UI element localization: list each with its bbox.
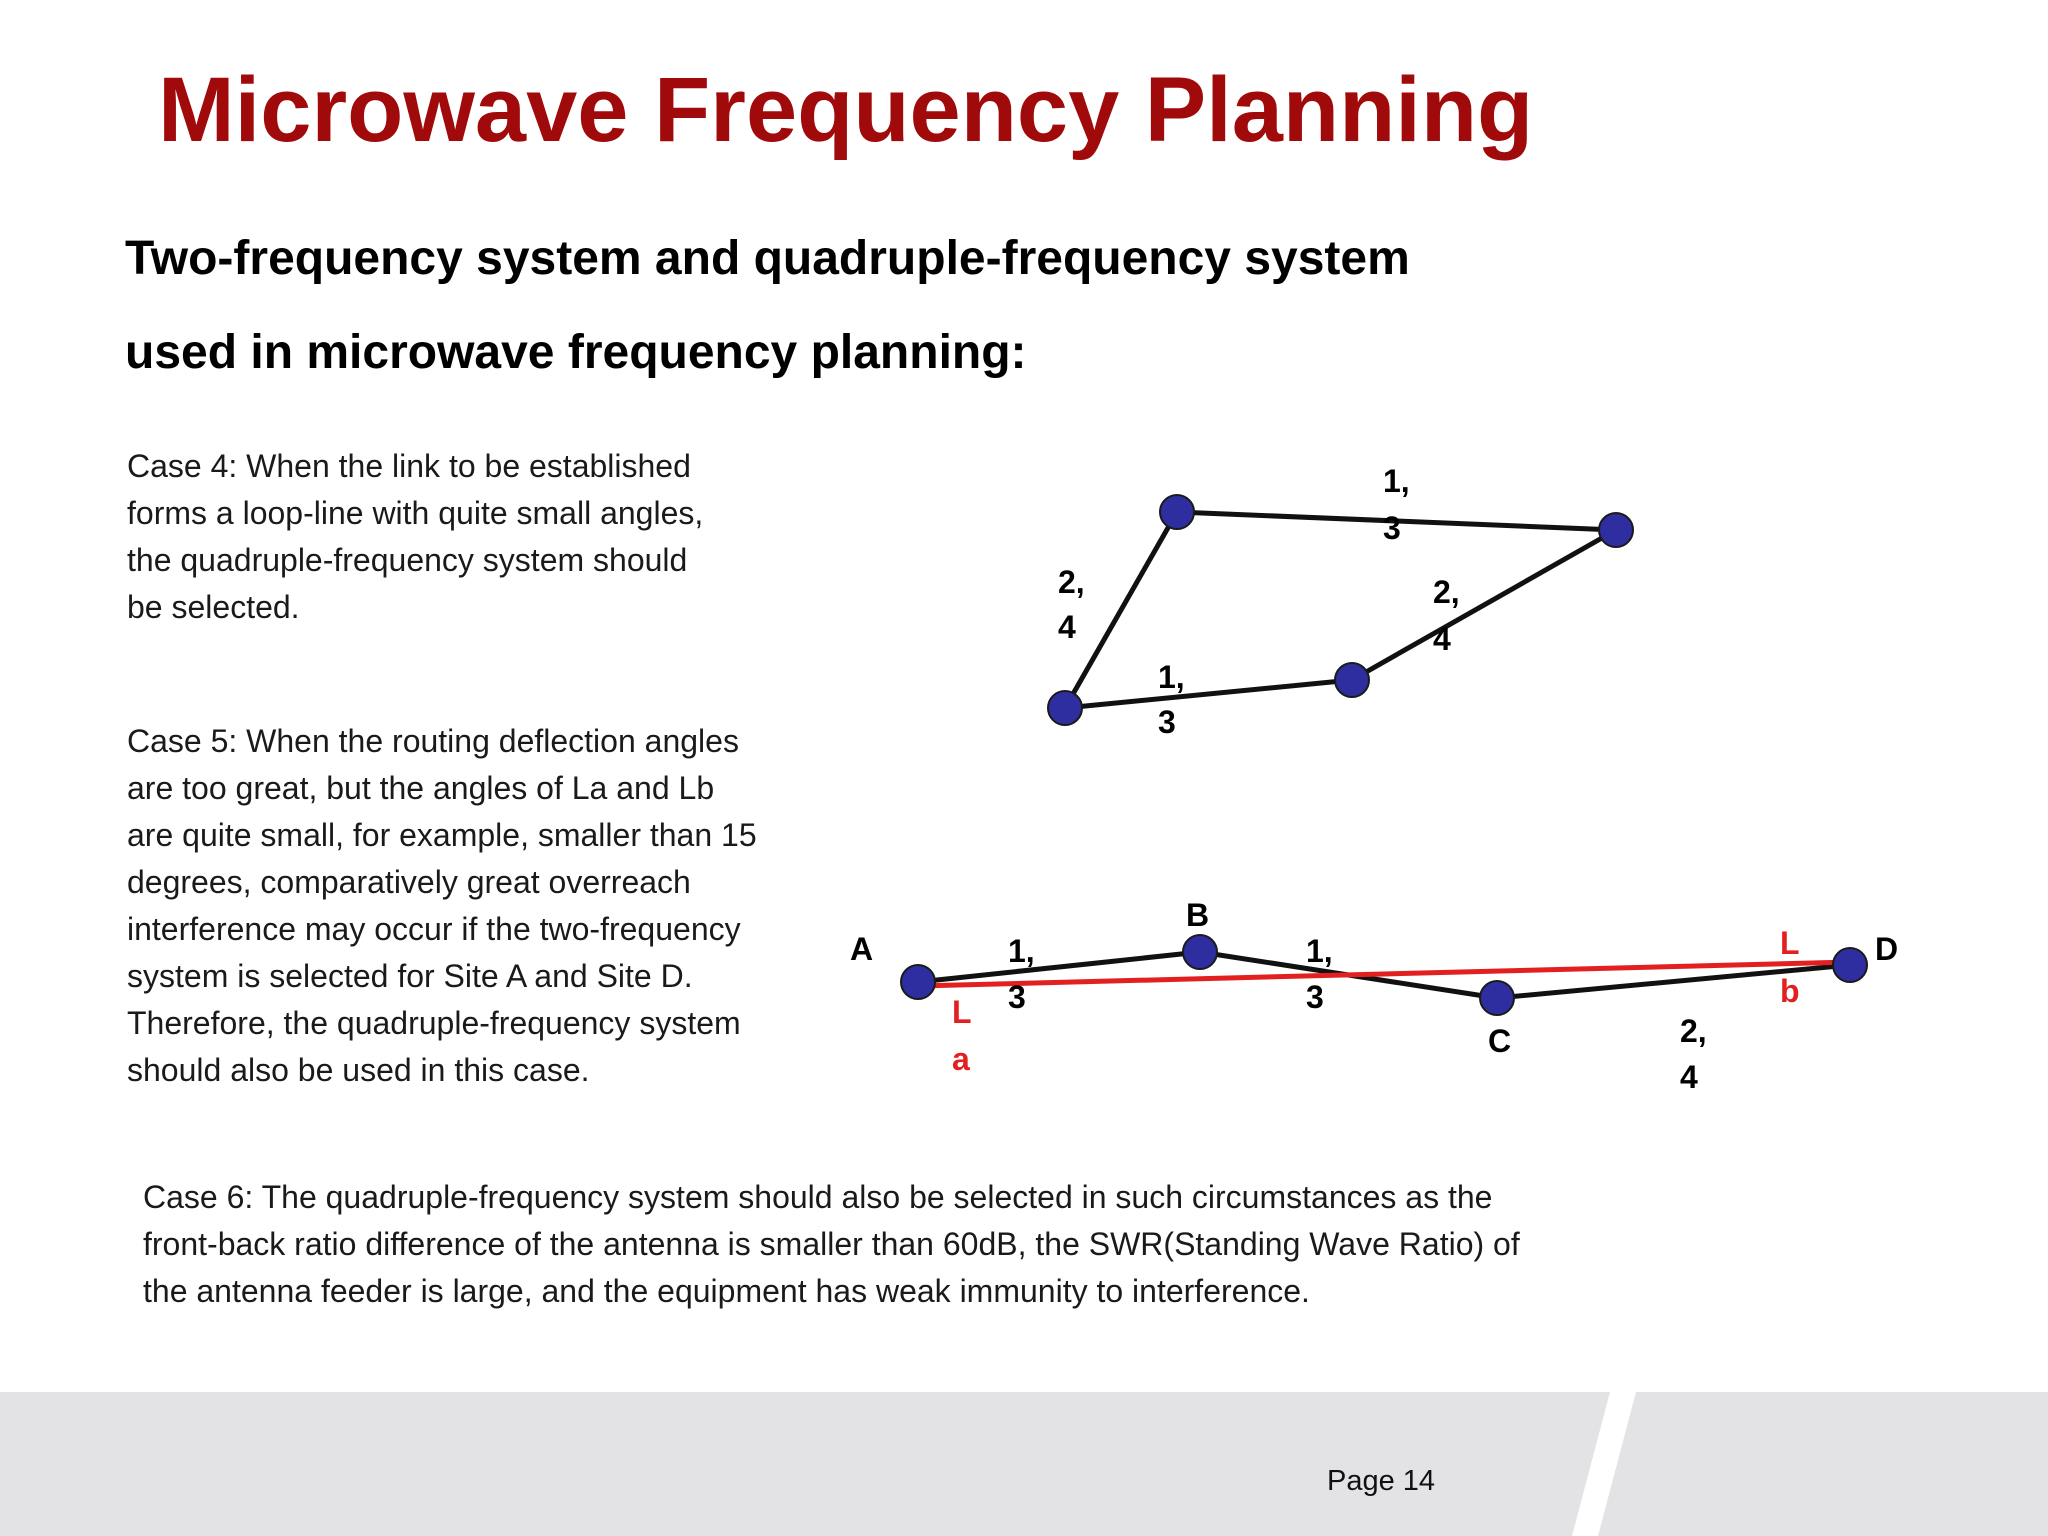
loop-diagram: [1048, 463, 1633, 740]
frequency-label: 3: [1008, 979, 1026, 1015]
frequency-label: 3: [1383, 510, 1401, 546]
case-line: should also be used in this case.: [127, 1052, 590, 1088]
case-line: are too great, but the angles of La and Lb: [127, 770, 715, 806]
case-line: Case 5: When the routing deflection angles: [127, 723, 739, 759]
frequency-label: 4: [1058, 609, 1076, 645]
page-number: Page 14: [1327, 1465, 1436, 1497]
case-line: the antenna feeder is large, and the equipment has weak immunity to interference.: [143, 1273, 1310, 1309]
angle-label-lb: L: [1780, 925, 1800, 961]
frequency-label: 4: [1433, 621, 1451, 657]
loop-link-right: [1352, 530, 1616, 680]
footer-bar: [0, 1392, 2048, 1536]
footer-decoration: [0, 1392, 2048, 1536]
frequency-label: 3: [1158, 704, 1176, 740]
frequency-label: 4: [1680, 1059, 1698, 1095]
frequency-label: 1,: [1383, 463, 1410, 499]
frequency-label: 2,: [1433, 574, 1460, 610]
site-c-node: [1480, 981, 1514, 1015]
frequency-label: 2,: [1058, 564, 1085, 600]
frequency-label: 1,: [1008, 933, 1035, 969]
route-diagram: [850, 897, 1898, 1095]
angle-label-la: L: [952, 994, 972, 1030]
subtitle-line: used in microwave frequency planning:: [125, 326, 1027, 379]
subtitle-line: Two-frequency system and quadruple-frequency system: [125, 232, 1410, 285]
case-line: forms a loop-line with quite small angles,: [127, 495, 704, 531]
loop-link-bottom: [1065, 680, 1352, 708]
frequency-label: 3: [1306, 979, 1324, 1015]
case-line: are quite small, for example, smaller than 15: [127, 817, 757, 853]
site-label: D: [1875, 931, 1899, 967]
site-label: C: [1488, 1023, 1512, 1059]
case-line: Case 4: When the link to be established: [127, 448, 691, 484]
site-label: A: [850, 931, 874, 967]
case-line: interference may occur if the two-frequency: [127, 911, 741, 947]
angle-label-la: a: [952, 1041, 970, 1077]
site-node: [1599, 513, 1633, 547]
case-line: front-back ratio difference of the antenna is smaller than 60dB, the SWR(Standing Wave Ratio) of: [143, 1226, 1520, 1262]
site-node: [1160, 495, 1194, 529]
frequency-label: 1,: [1306, 933, 1333, 969]
case-line: degrees, comparatively great overreach: [127, 864, 691, 900]
case-line: system is selected for Site A and Site D.: [127, 958, 693, 994]
site-a-node: [901, 965, 935, 999]
case-line: Case 6: The quadruple-frequency system should also be selected in such circumstances as the: [143, 1179, 1493, 1215]
case-line: the quadruple-frequency system should: [127, 542, 688, 578]
site-node: [1335, 663, 1369, 697]
frequency-label: 2,: [1680, 1013, 1707, 1049]
case-line: Therefore, the quadruple-frequency system: [127, 1005, 741, 1041]
site-d-node: [1833, 948, 1867, 982]
site-b-node: [1183, 935, 1217, 969]
frequency-label: 1,: [1158, 659, 1185, 695]
angle-label-lb: b: [1780, 973, 1800, 1009]
page-title: Microwave Frequency Planning: [158, 59, 1534, 161]
site-label: B: [1186, 897, 1210, 933]
site-node: [1048, 691, 1082, 725]
case-line: be selected.: [127, 589, 300, 625]
